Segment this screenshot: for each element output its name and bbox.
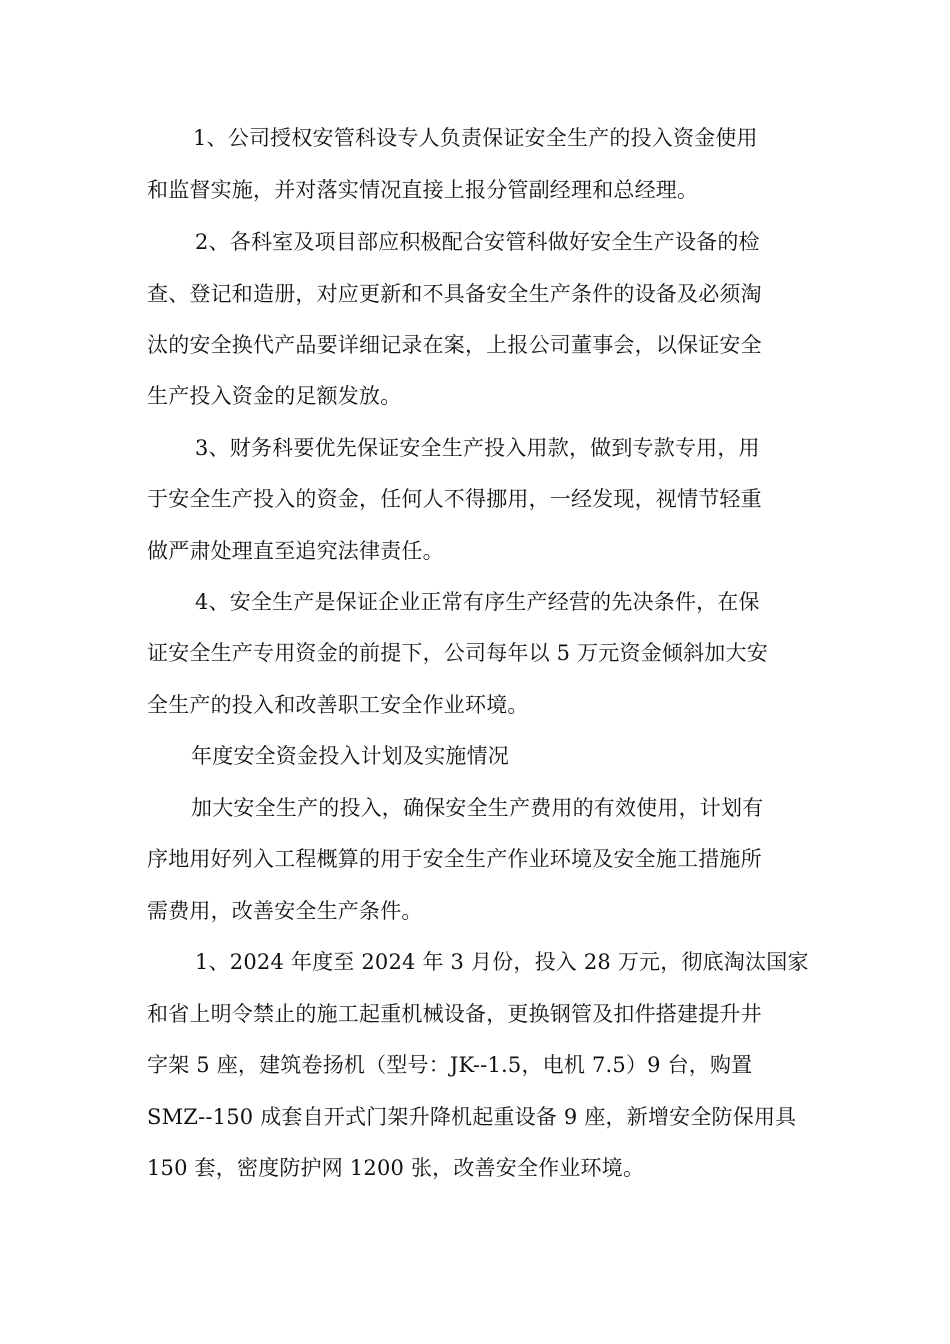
paragraph-6-line-5: 150 套，密度防护网 1200 张，改善安全作业环境。: [147, 1156, 645, 1180]
paragraph-6-line-3: 字架 5 座，建筑卷扬机（型号：JK--1.5，电机 7.5）9 台，购置: [147, 1053, 753, 1077]
paragraph-6-line-1: 1、2024 年度至 2024 年 3 月份，投入 28 万元，彻底淘汰国家: [195, 950, 809, 974]
paragraph-2-line-3: 汰的安全换代产品要详细记录在案，上报公司董事会，以保证安全: [147, 333, 762, 357]
paragraph-3-line-1: 3、财务科要优先保证安全生产投入用款，做到专款专用，用: [195, 436, 760, 460]
paragraph-5-line-1: 加大安全生产的投入，确保安全生产费用的有效使用，计划有: [191, 796, 764, 820]
paragraph-4-line-1: 4、安全生产是保证企业正常有序生产经营的先决条件，在保: [195, 590, 760, 614]
paragraph-1-line-2: 和监督实施，并对落实情况直接上报分管副经理和总经理。: [147, 178, 699, 202]
paragraph-5-line-2: 序地用好列入工程概算的用于安全生产作业环境及安全施工措施所: [147, 847, 762, 871]
paragraph-6-line-2: 和省上明令禁止的施工起重机械设备，更换钢管及扣件搭建提升井: [147, 1002, 762, 1026]
section-heading: 年度安全资金投入计划及实施情况: [191, 744, 509, 768]
paragraph-2-line-4: 生产投入资金的足额发放。: [147, 384, 402, 408]
paragraph-6-line-4: SMZ--150 成套自开式门架升降机起重设备 9 座，新增安全防保用具: [147, 1105, 797, 1129]
paragraph-5-line-3: 需费用，改善安全生产条件。: [147, 899, 423, 923]
paragraph-1-line-1: 1、公司授权安管科设专人负责保证安全生产的投入资金使用: [193, 126, 758, 150]
paragraph-4-line-3: 全生产的投入和改善职工安全作业环境。: [147, 693, 529, 717]
paragraph-3-line-2: 于安全生产投入的资金，任何人不得挪用，一经发现，视情节轻重: [147, 487, 762, 511]
paragraph-2-line-1: 2、各科室及项目部应积极配合安管科做好安全生产设备的检: [195, 230, 760, 254]
paragraph-3-line-3: 做严肃处理直至追究法律责任。: [147, 539, 444, 563]
paragraph-4-line-2: 证安全生产专用资金的前提下，公司每年以 5 万元资金倾斜加大安: [147, 641, 768, 665]
paragraph-2-line-2: 查、登记和造册，对应更新和不具备安全生产条件的设备及必须淘: [147, 282, 762, 306]
